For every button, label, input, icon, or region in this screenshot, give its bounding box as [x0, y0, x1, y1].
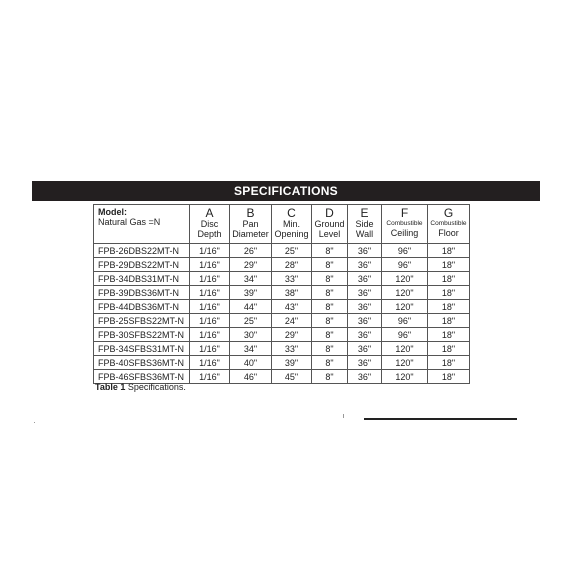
column-letter: F — [400, 206, 409, 220]
table-cell: 96" — [382, 244, 428, 258]
table-cell: 1/16" — [190, 314, 230, 328]
scan-speck — [34, 422, 35, 423]
table-cell: 36" — [348, 258, 382, 272]
model-cell: FPB-34SFBS31MT-N — [94, 342, 190, 356]
table-cell: 18" — [428, 300, 470, 314]
model-cell: FPB-40SFBS36MT-N — [94, 356, 190, 370]
column-header-g — [428, 205, 470, 244]
model-cell: FPB-46SFBS36MT-N — [94, 370, 190, 384]
table-cell: 120" — [382, 300, 428, 314]
table-cell: 29" — [272, 328, 312, 342]
table-cell: 8" — [312, 272, 348, 286]
table-cell: 1/16" — [190, 300, 230, 314]
table-row — [94, 244, 470, 258]
table-row — [94, 314, 470, 328]
column-label-line2: Ceiling — [390, 228, 419, 238]
table-cell: 8" — [312, 258, 348, 272]
column-label-line2: Level — [318, 229, 341, 239]
table-cell: 120" — [382, 286, 428, 300]
table-cell: 18" — [428, 370, 470, 384]
table-cell: 28" — [272, 258, 312, 272]
model-cell: FPB-34DBS31MT-N — [94, 272, 190, 286]
model-cell: FPB-39DBS36MT-N — [94, 286, 190, 300]
table-cell: 38" — [272, 286, 312, 300]
column-label-line1: Pan — [242, 219, 259, 229]
table-row — [94, 258, 470, 272]
table-cell: 36" — [348, 328, 382, 342]
column-header-e — [348, 205, 382, 244]
table-cell: 36" — [348, 370, 382, 384]
table-row — [94, 328, 470, 342]
table-cell: 1/16" — [190, 258, 230, 272]
table-cell: 8" — [312, 370, 348, 384]
table-cell: 120" — [382, 342, 428, 356]
table-cell: 18" — [428, 328, 470, 342]
column-letter: E — [360, 206, 369, 220]
caption-label: Table 1 — [95, 382, 126, 392]
table-body — [94, 244, 470, 384]
table-cell: 18" — [428, 342, 470, 356]
column-header-f — [382, 205, 428, 244]
table-header-row — [94, 205, 470, 244]
table-cell: 8" — [312, 314, 348, 328]
column-label-line2: Wall — [355, 229, 374, 239]
column-letter: D — [325, 206, 334, 220]
column-label-line1: Disc — [200, 219, 219, 229]
table-cell: 120" — [382, 356, 428, 370]
table-cell: 18" — [428, 272, 470, 286]
column-letter: C — [287, 206, 296, 220]
model-cell: FPB-25SFBS22MT-N — [94, 314, 190, 328]
table-cell: 46" — [230, 370, 272, 384]
column-label-line1: Side — [355, 219, 374, 229]
table-cell: 36" — [348, 286, 382, 300]
caption-text: Specifications. — [125, 382, 186, 392]
model-cell: FPB-44DBS36MT-N — [94, 300, 190, 314]
column-header-c — [272, 205, 312, 244]
column-header-b — [230, 205, 272, 244]
column-label-line2: Diameter — [232, 229, 269, 239]
table-cell: 25" — [272, 244, 312, 258]
table-cell: 25" — [230, 314, 272, 328]
table-cell: 39" — [272, 356, 312, 370]
table-cell: 120" — [382, 272, 428, 286]
table-cell: 36" — [348, 356, 382, 370]
table-row — [94, 356, 470, 370]
table-cell: 36" — [348, 342, 382, 356]
table-row — [94, 272, 470, 286]
table-cell: 8" — [312, 328, 348, 342]
table-cell: 39" — [230, 286, 272, 300]
column-letter: A — [205, 206, 214, 220]
model-header-title: Model: — [98, 207, 127, 217]
table-cell: 43" — [272, 300, 312, 314]
column-header-a — [190, 205, 230, 244]
table-cell: 1/16" — [190, 342, 230, 356]
table-cell: 1/16" — [190, 356, 230, 370]
column-label-line1: Min. — [282, 219, 300, 229]
column-label-line2: Floor — [438, 228, 459, 238]
table-cell: 29" — [230, 258, 272, 272]
table-cell: 36" — [348, 314, 382, 328]
table-cell: 8" — [312, 300, 348, 314]
table-caption — [95, 382, 186, 393]
table-cell: 18" — [428, 286, 470, 300]
column-header-d — [312, 205, 348, 244]
table-row — [94, 286, 470, 300]
column-letter: B — [246, 206, 255, 220]
model-cell: FPB-26DBS22MT-N — [94, 244, 190, 258]
table-cell: 45" — [272, 370, 312, 384]
model-column-header — [94, 205, 190, 244]
model-header-subtitle: Natural Gas =N — [98, 217, 161, 227]
table-cell: 8" — [312, 286, 348, 300]
table-cell: 44" — [230, 300, 272, 314]
horizontal-rule — [364, 418, 517, 420]
table-cell: 40" — [230, 356, 272, 370]
column-label-line2: Opening — [274, 229, 309, 239]
table-cell: 33" — [272, 272, 312, 286]
table-cell: 96" — [382, 314, 428, 328]
table-row — [94, 342, 470, 356]
table-cell: 34" — [230, 272, 272, 286]
table-cell: 96" — [382, 258, 428, 272]
table-cell: 18" — [428, 244, 470, 258]
table-cell: 36" — [348, 272, 382, 286]
model-cell: FPB-29DBS22MT-N — [94, 258, 190, 272]
specifications-table — [93, 204, 470, 384]
scan-speck — [343, 414, 344, 418]
table-row — [94, 300, 470, 314]
model-cell: FPB-30SFBS22MT-N — [94, 328, 190, 342]
table-cell: 33" — [272, 342, 312, 356]
specifications-banner: SPECIFICATIONS — [32, 181, 540, 201]
table-cell: 1/16" — [190, 272, 230, 286]
table-cell: 34" — [230, 342, 272, 356]
table-cell: 24" — [272, 314, 312, 328]
table-cell: 30" — [230, 328, 272, 342]
table-cell: 96" — [382, 328, 428, 342]
table-cell: 18" — [428, 258, 470, 272]
table-cell: 18" — [428, 356, 470, 370]
table-cell: 36" — [348, 300, 382, 314]
column-label-small: Combustible — [386, 220, 423, 227]
table-cell: 36" — [348, 244, 382, 258]
table-cell: 1/16" — [190, 370, 230, 384]
table-cell: 1/16" — [190, 328, 230, 342]
column-label-line2: Depth — [197, 229, 222, 239]
table-cell: 8" — [312, 342, 348, 356]
table-cell: 120" — [382, 370, 428, 384]
column-letter: G — [443, 206, 454, 220]
table-cell: 1/16" — [190, 244, 230, 258]
table-cell: 1/16" — [190, 286, 230, 300]
table-cell: 8" — [312, 356, 348, 370]
table-cell: 26" — [230, 244, 272, 258]
column-label-small: Combustible — [430, 220, 467, 227]
column-label-line1: Ground — [314, 219, 345, 229]
table-cell: 8" — [312, 244, 348, 258]
table-cell: 18" — [428, 314, 470, 328]
